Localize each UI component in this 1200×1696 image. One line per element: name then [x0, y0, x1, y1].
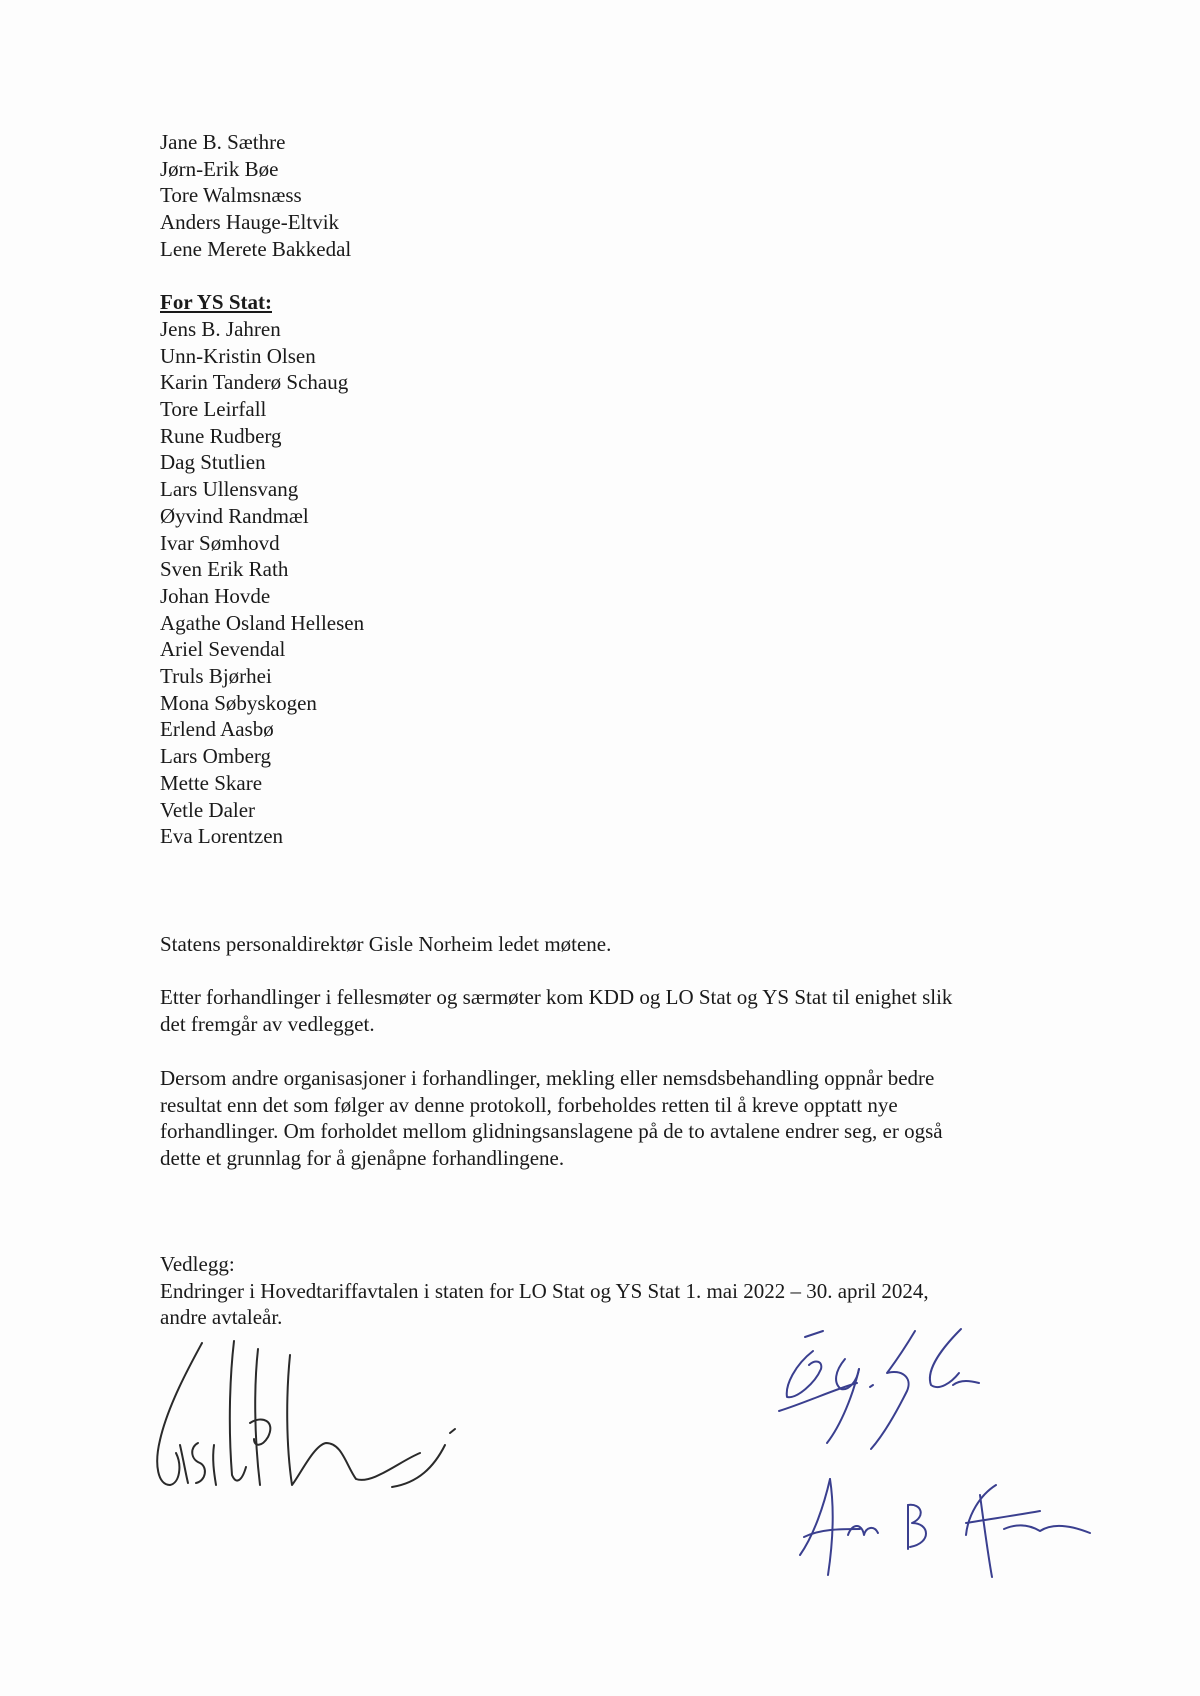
signatory-name: Jørn-Erik Bøe: [160, 156, 279, 181]
attachment-line: Endringer i Hovedtariffavtalen i staten for LO Stat og YS Stat 1. mai 2022 – 30. april 2024,: [160, 1278, 929, 1303]
ys-member-name: Rune Rudberg: [160, 423, 282, 448]
ys-member-name: Lars Omberg: [160, 744, 271, 769]
ys-member-name: Lars Ullensvang: [160, 477, 299, 502]
paragraph-line: det fremgår av vedlegget.: [160, 1011, 375, 1036]
signatory-name: Lene Merete Bakkedal: [160, 236, 352, 261]
ys-stat-heading: For YS Stat:: [160, 290, 272, 315]
agreement-paragraph: [160, 984, 1060, 1037]
ys-member-name: Erlend Aasbø: [160, 717, 274, 742]
signatory-name: Jane B. Sæthre: [160, 130, 286, 154]
chair-paragraph: [160, 931, 1060, 958]
reservation-paragraph: [160, 1065, 1060, 1171]
ys-member-name: Agathe Osland Hellesen: [160, 610, 365, 635]
signature-left: [150, 1335, 510, 1500]
ys-member-name: Johan Hovde: [160, 583, 271, 608]
ys-member-name: Eva Lorentzen: [160, 824, 284, 849]
attachment-line: andre avtaleår.: [160, 1305, 283, 1329]
ys-member-name: Ariel Sevendal: [160, 637, 286, 662]
paragraph-line: resultat enn det som følger av denne protokoll, forbeholdes retten til å kreve opptatt nye: [160, 1092, 898, 1117]
attachment-label: Vedlegg:: [160, 1252, 235, 1276]
ys-member-name: Truls Bjørhei: [160, 664, 272, 689]
ys-member-name: Karin Tanderø Schaug: [160, 370, 349, 395]
ys-member-name: Unn-Kristin Olsen: [160, 343, 316, 368]
ys-member-name: Ivar Sømhovd: [160, 530, 280, 555]
paragraph-line: Etter forhandlinger i fellesmøter og særmøter kom KDD og LO Stat og YS Stat til enighet slik: [160, 985, 953, 1009]
paragraph-line: dette et grunnlag for å gjenåpne forhandlingene.: [160, 1145, 565, 1170]
ys-member-name: Sven Erik Rath: [160, 557, 289, 582]
attachment-section: [160, 1251, 1060, 1331]
ys-member-name: Dag Stutlien: [160, 450, 266, 475]
signatory-name: Anders Hauge-Eltvik: [160, 210, 340, 235]
signatory-list: [160, 129, 364, 850]
ys-member-name: Tore Leirfall: [160, 397, 267, 422]
ys-member-name: Vetle Daler: [160, 797, 256, 822]
paragraph-line: Dersom andre organisasjoner i forhandlinger, mekling eller nemsdsbehandling oppnår bedre: [160, 1066, 935, 1090]
spacer: [160, 263, 364, 290]
ys-member-name: Mette Skare: [160, 770, 263, 795]
paragraph-line: Statens personaldirektør Gisle Norheim ledet møtene.: [160, 932, 612, 956]
ys-member-name: Mona Søbyskogen: [160, 690, 317, 715]
signature-right-top: [775, 1325, 1035, 1455]
paragraph-line: forhandlinger. Om forholdet mellom glidningsanslagene på de to avtalene endrer seg, er også: [160, 1119, 943, 1143]
ys-member-name: Jens B. Jahren: [160, 316, 281, 341]
signature-right-bottom: [790, 1465, 1120, 1600]
ys-member-name: Øyvind Randmæl: [160, 503, 309, 528]
signatory-name: Tore Walmsnæss: [160, 183, 302, 208]
